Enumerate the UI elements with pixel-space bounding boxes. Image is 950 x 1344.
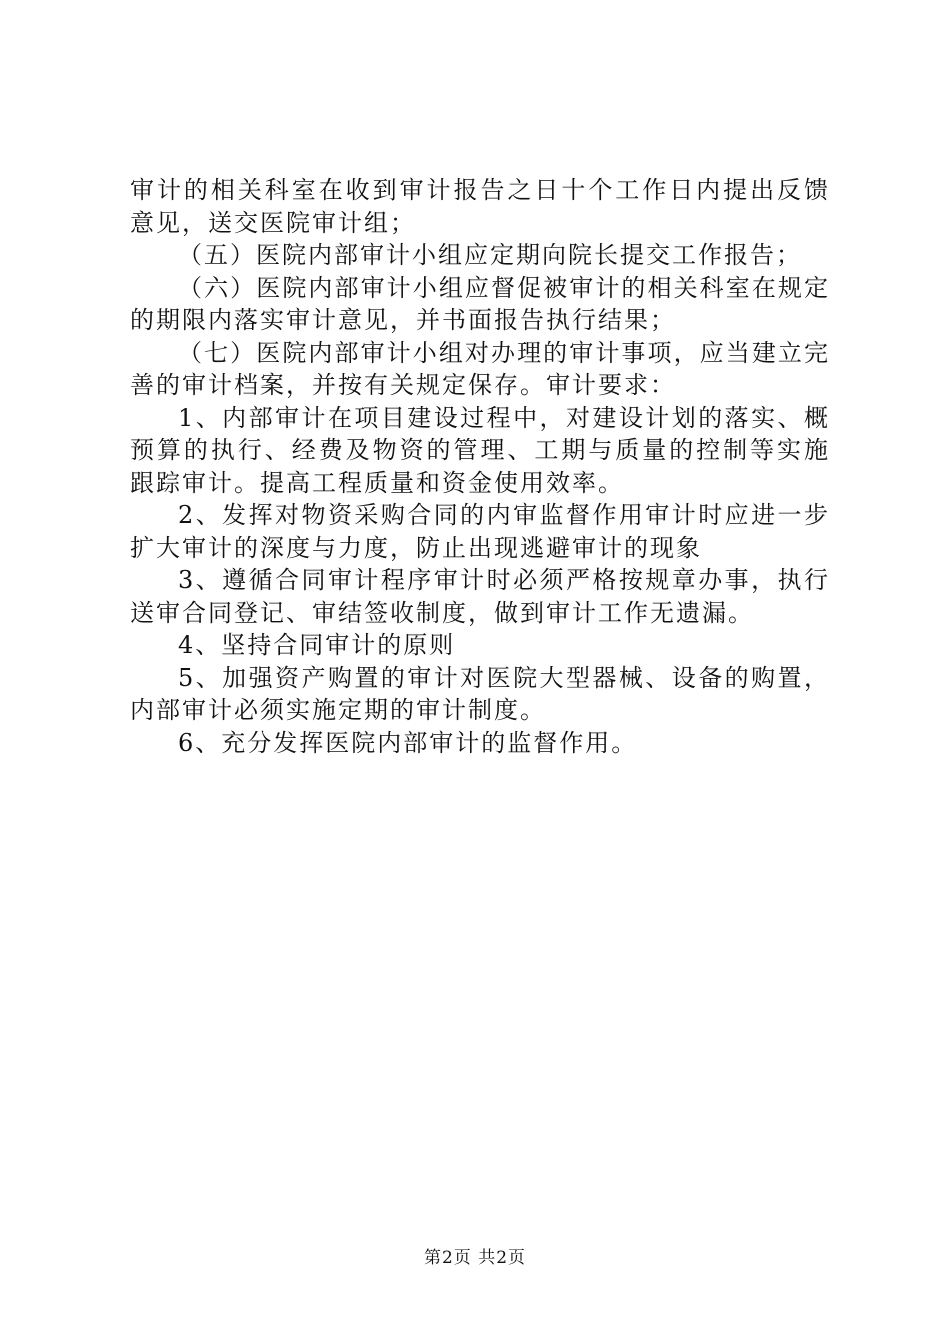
page-number-footer: 第2页 共2页 bbox=[423, 1248, 527, 1268]
paragraph-item-6: （六）医院内部审计小组应督促被审计的相关科室在规定的期限内落实审计意见，并书面报告执行结果； bbox=[130, 273, 830, 334]
requirement-3: 3、遵循合同审计程序审计时必须严格按规章办事，执行送审合同登记、审结签收制度，做到审计工作无遗漏。 bbox=[130, 566, 830, 627]
paragraph-item-7: （七）医院内部审计小组对办理的审计事项，应当建立完善的审计档案，并按有关规定保存。审计要求： bbox=[130, 338, 830, 399]
requirement-1: 1、内部审计在项目建设过程中，对建设计划的落实、概预算的执行、经费及物资的管理、工期与质量的控制等实施跟踪审计。提高工程质量和资金使用效率。 bbox=[130, 403, 830, 497]
document-body bbox=[130, 174, 830, 759]
requirement-2: 2、发挥对物资采购合同的内审监督作用审计时应进一步扩大审计的深度与力度，防止出现逃避审计的现象 bbox=[130, 501, 830, 562]
requirement-6: 6、充分发挥医院内部审计的监督作用。 bbox=[178, 728, 638, 757]
paragraph-item-5: （五）医院内部审计小组应定期向院长提交工作报告； bbox=[178, 241, 802, 269]
paragraph-continuation: 审计的相关科室在收到审计报告之日十个工作日内提出反馈意见，送交医院审计组； bbox=[130, 176, 830, 237]
requirement-4: 4、坚持合同审计的原则 bbox=[178, 631, 456, 659]
requirement-5: 5、加强资产购置的审计对医院大型器械、设备的购置，内部审计必须实施定期的审计制度。 bbox=[130, 663, 830, 724]
